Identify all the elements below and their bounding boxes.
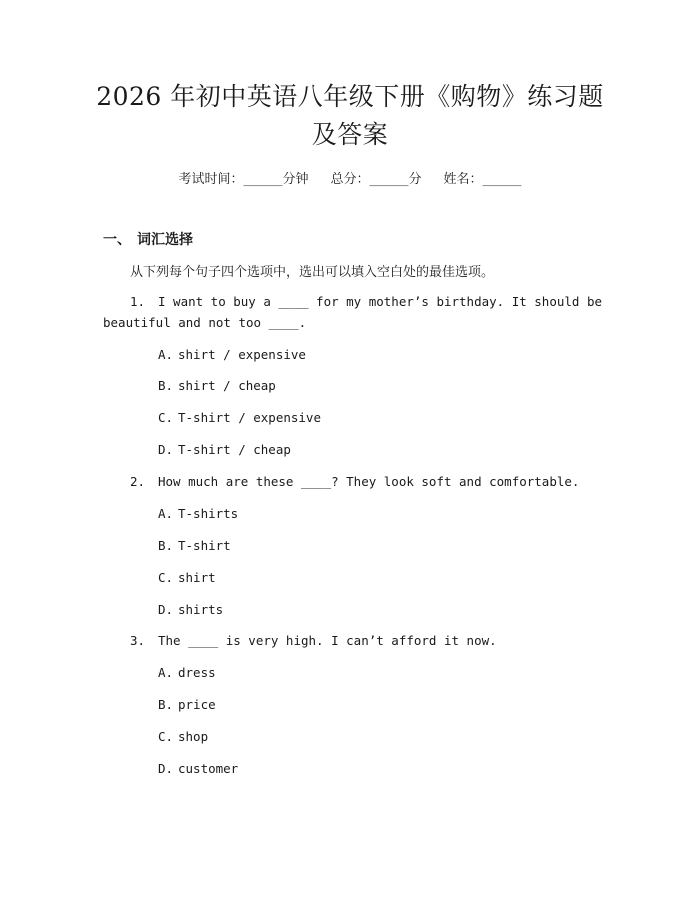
option-text: shirt / expensive: [178, 347, 306, 362]
question-1-continuation: beautiful and not too ____.: [103, 315, 307, 330]
question-1-option-a: [158, 347, 306, 362]
option-letter: A.: [158, 347, 174, 362]
total-score-label: 总分：______分: [330, 172, 422, 187]
option-letter: D.: [158, 761, 174, 776]
question-2-option-a: [158, 506, 238, 521]
section-title: 词汇选择: [137, 232, 193, 248]
option-text: T-shirt / cheap: [178, 442, 291, 457]
option-letter: D.: [158, 442, 174, 457]
question-1: [130, 294, 602, 309]
option-letter: D.: [158, 602, 174, 617]
question-3-option-b: [158, 697, 216, 712]
option-text: price: [178, 697, 216, 712]
question-2: [130, 474, 579, 489]
option-text: T-shirt / expensive: [178, 410, 321, 425]
option-text: shirt: [178, 570, 216, 585]
option-text: dress: [178, 665, 216, 680]
question-3: [130, 633, 497, 648]
option-letter: C.: [158, 570, 174, 585]
option-letter: C.: [158, 410, 174, 425]
option-letter: A.: [158, 665, 174, 680]
question-number: 1.: [130, 294, 146, 309]
question-3-option-a: [158, 665, 216, 680]
question-number: 3.: [130, 633, 146, 648]
page-title: [60, 78, 640, 154]
option-letter: A.: [158, 506, 174, 521]
option-text: customer: [178, 761, 239, 776]
option-text: shop: [178, 729, 209, 744]
option-text: T-shirt: [178, 538, 231, 553]
option-letter: B.: [158, 538, 174, 553]
question-2-option-d: [158, 602, 223, 617]
question-1-option-b: [158, 378, 276, 393]
section-number: 一、: [103, 232, 131, 248]
question-number: 2.: [130, 474, 146, 489]
option-letter: B.: [158, 697, 174, 712]
section-heading: [103, 229, 193, 249]
student-name-label: 姓名：______: [443, 172, 522, 187]
option-letter: B.: [158, 378, 174, 393]
question-3-option-c: [158, 729, 208, 744]
question-text: I want to buy a ____ for my mother’s birthday. It should be: [158, 294, 603, 309]
title-line-2: 及答案: [311, 120, 389, 149]
question-1-option-d: [158, 442, 291, 457]
question-1-option-c: [158, 410, 321, 425]
question-3-option-d: [158, 761, 238, 776]
question-text: How much are these ____? They look soft and comfortable.: [158, 474, 580, 489]
option-text: shirt / cheap: [178, 378, 276, 393]
question-2-option-b: [158, 538, 231, 553]
question-text: The ____ is very high. I can’t afford it now.: [158, 633, 497, 648]
exam-time-label: 考试时间：______分钟: [178, 172, 309, 187]
option-text: T-shirts: [178, 506, 239, 521]
option-text: shirts: [178, 602, 224, 617]
question-2-option-c: [158, 570, 216, 585]
exam-meta: [0, 168, 700, 187]
option-letter: C.: [158, 729, 174, 744]
title-line-1: 2026 年初中英语八年级下册《购物》练习题: [96, 82, 604, 111]
section-instruction: 从下列每个句子四个选项中，选出可以填入空白处的最佳选项。: [130, 265, 495, 280]
